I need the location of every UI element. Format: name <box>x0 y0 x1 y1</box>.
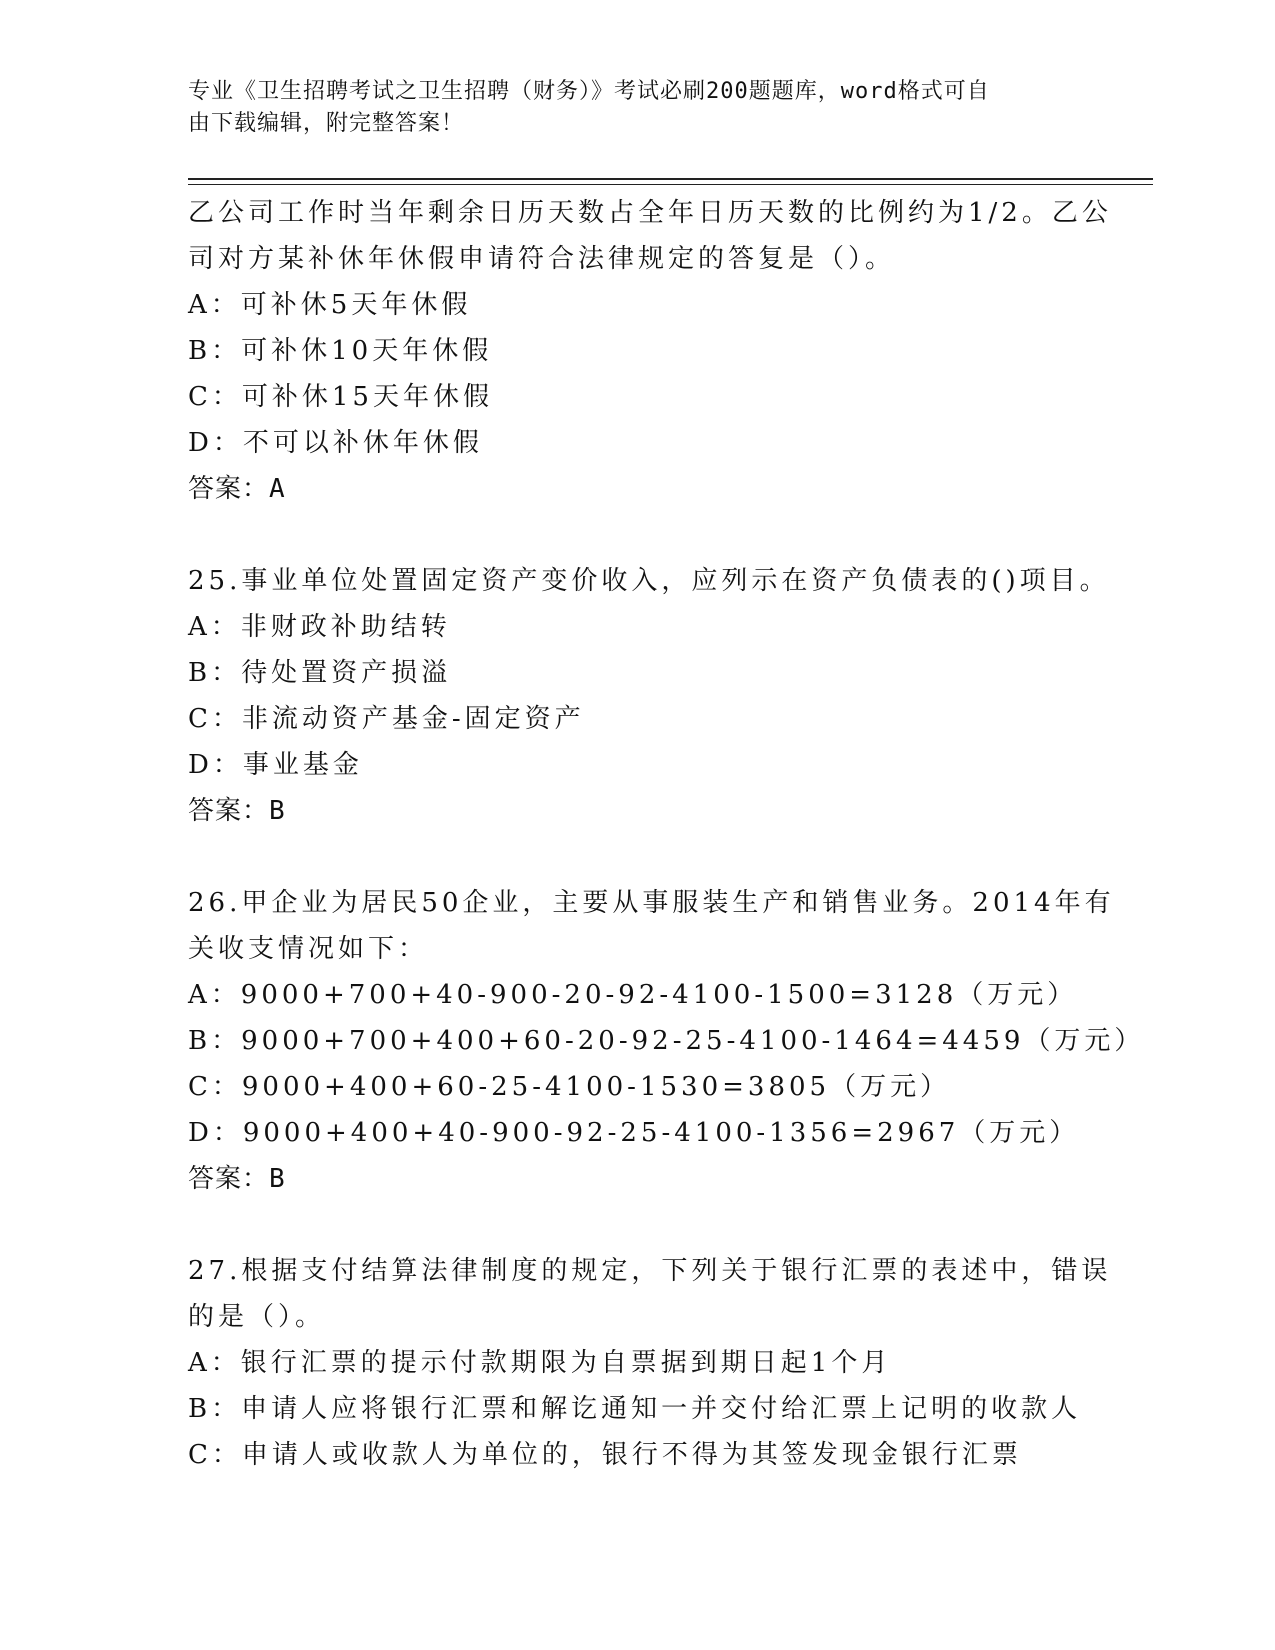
option-b: B：9000+700+400+60-20-92-25-4100-1464=4459（万元） <box>188 1026 1145 1056</box>
option-d: D：9000+400+40-900-92-25-4100-1356=2967（万元） <box>188 1118 1080 1148</box>
document-header <box>188 76 1068 140</box>
question-stem: 26.甲企业为居民50企业，主要从事服装生产和销售业务。2014年有 <box>188 888 1115 918</box>
answer-line: 答案：B <box>188 1164 286 1194</box>
header-divider-thick <box>188 178 1153 180</box>
question-list <box>188 190 1145 1478</box>
option-a: A：可补休5天年休假 <box>188 290 472 320</box>
spacer <box>188 512 1088 558</box>
question-27 <box>188 1248 1112 1478</box>
option-b: B：申请人应将银行汇票和解讫通知一并交付给汇票上记明的收款人 <box>188 1394 1082 1424</box>
question-stem: 司对方某补休年休假申请符合法律规定的答复是（）。 <box>188 244 896 274</box>
question-stem: 的是（）。 <box>188 1302 326 1332</box>
option-b: B：可补休10天年休假 <box>188 336 493 366</box>
spacer <box>188 1202 1088 1248</box>
question-24 <box>188 190 1112 512</box>
option-d: D：事业基金 <box>188 750 363 780</box>
option-a: A：非财政补助结转 <box>188 612 451 642</box>
option-a: A：银行汇票的提示付款期限为自票据到期日起1个月 <box>188 1348 892 1378</box>
option-c: C：申请人或收款人为单位的，银行不得为其签发现金银行汇票 <box>188 1440 1022 1470</box>
question-stem: 乙公司工作时当年剩余日历天数占全年日历天数的比例约为1/2。乙公 <box>188 198 1112 228</box>
answer-line: 答案：A <box>188 474 286 504</box>
question-stem: 25.事业单位处置固定资产变价收入，应列示在资产负债表的()项目。 <box>188 566 1110 596</box>
header-line-2: 由下载编辑，附完整答案！ <box>188 111 465 136</box>
question-26 <box>188 880 1145 1202</box>
option-a: A：9000+700+40-900-20-92-4100-1500=3128（万元） <box>188 980 1078 1010</box>
question-stem: 关收支情况如下： <box>188 934 429 964</box>
answer-line: 答案：B <box>188 796 286 826</box>
option-c: C：非流动资产基金-固定资产 <box>188 704 585 734</box>
option-c: C：可补休15天年休假 <box>188 382 493 412</box>
spacer <box>188 834 1088 880</box>
question-stem: 27.根据支付结算法律制度的规定，下列关于银行汇票的表述中，错误 <box>188 1256 1112 1286</box>
header-line-1: 专业《卫生招聘考试之卫生招聘（财务）》考试必刷200题题库，word格式可自 <box>188 79 990 104</box>
option-c: C：9000+400+60-25-4100-1530=3805（万元） <box>188 1072 951 1102</box>
option-d: D：不可以补休年休假 <box>188 428 483 458</box>
question-25 <box>188 558 1110 834</box>
header-divider-thin <box>188 184 1153 185</box>
option-b: B：待处置资产损溢 <box>188 658 452 688</box>
